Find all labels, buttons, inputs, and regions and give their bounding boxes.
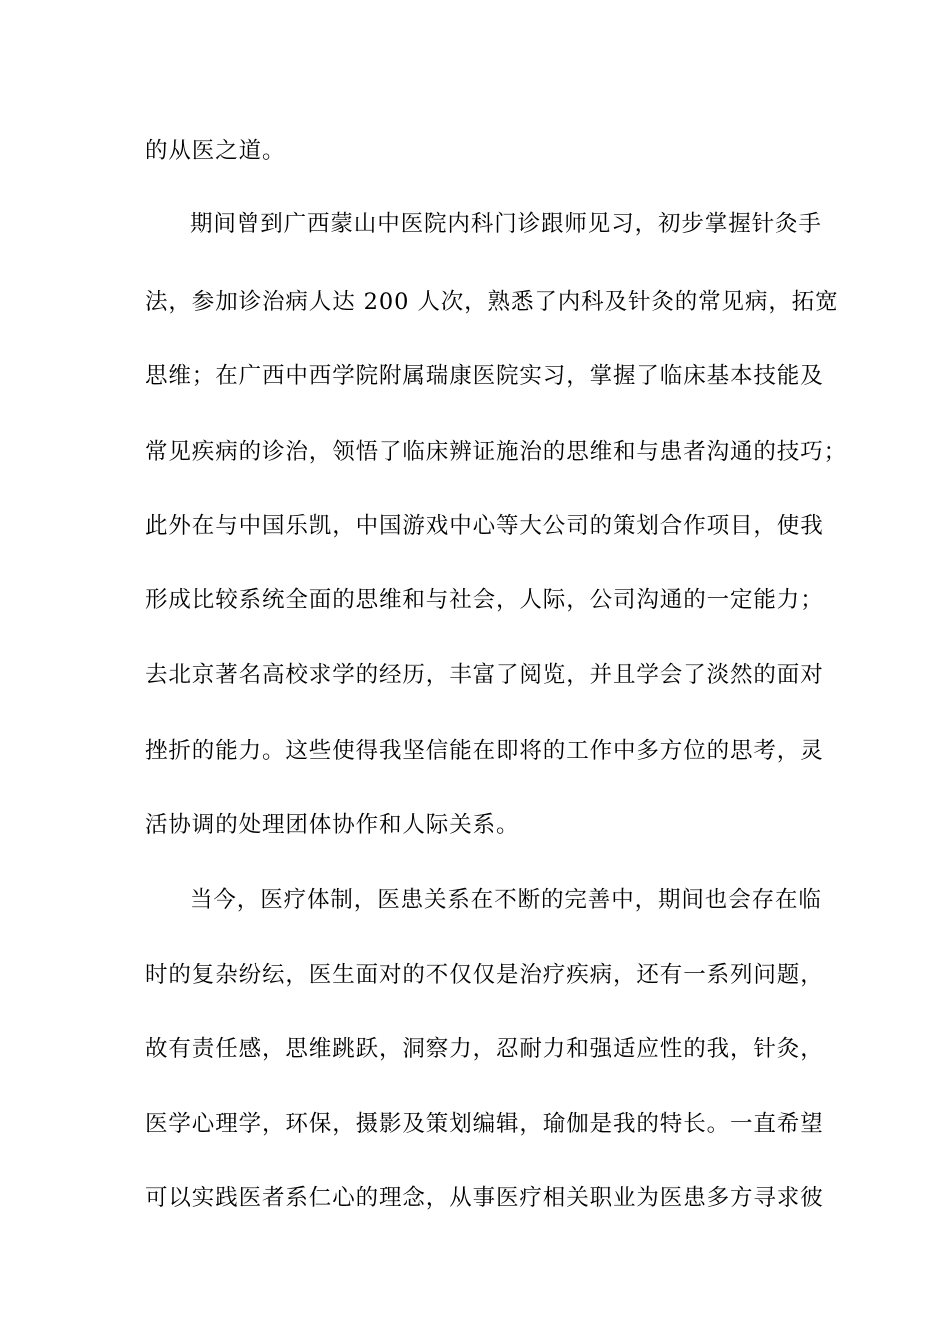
text-line: 常见疾病的诊治，领悟了临床辨证施治的思维和与患者沟通的技巧；	[145, 439, 848, 465]
text-line: 挫折的能力。这些使得我坚信能在即将的工作中多方位的思考，灵	[145, 738, 824, 764]
paragraph-first-line: 期间曾到广西蒙山中医院内科门诊跟师见习，初步掌握针灸手	[190, 211, 822, 237]
text-line: 时的复杂纷纭，医生面对的不仅仅是治疗疾病，还有一系列问题，	[145, 962, 824, 988]
text-line: 形成比较系统全面的思维和与社会，人际，公司沟通的一定能力；	[145, 587, 824, 613]
text-line: 医学心理学，环保，摄影及策划编辑，瑜伽是我的特长。一直希望	[145, 1111, 824, 1137]
text-line: 故有责任感，思维跳跃，洞察力，忍耐力和强适应性的我，针灸，	[145, 1036, 824, 1062]
text-line: 法，参加诊治病人达 200 人次，熟悉了内科及针灸的常见病，拓宽	[145, 289, 839, 315]
text-line: 此外在与中国乐凯，中国游戏中心等大公司的策划合作项目，使我	[145, 513, 824, 539]
text-line: 思维；在广西中西学院附属瑞康医院实习，掌握了临床基本技能及	[145, 363, 824, 389]
text-line: 可以实践医者系仁心的理念，从事医疗相关职业为医患多方寻求彼	[145, 1185, 824, 1211]
paragraph-first-line: 当今，医疗体制，医患关系在不断的完善中，期间也会存在临	[190, 887, 822, 913]
text-line: 活协调的处理团体协作和人际关系。	[145, 812, 520, 838]
text-line: 的从医之道。	[145, 138, 286, 164]
text-line: 去北京著名高校求学的经历，丰富了阅览，并且学会了淡然的面对	[145, 662, 824, 688]
